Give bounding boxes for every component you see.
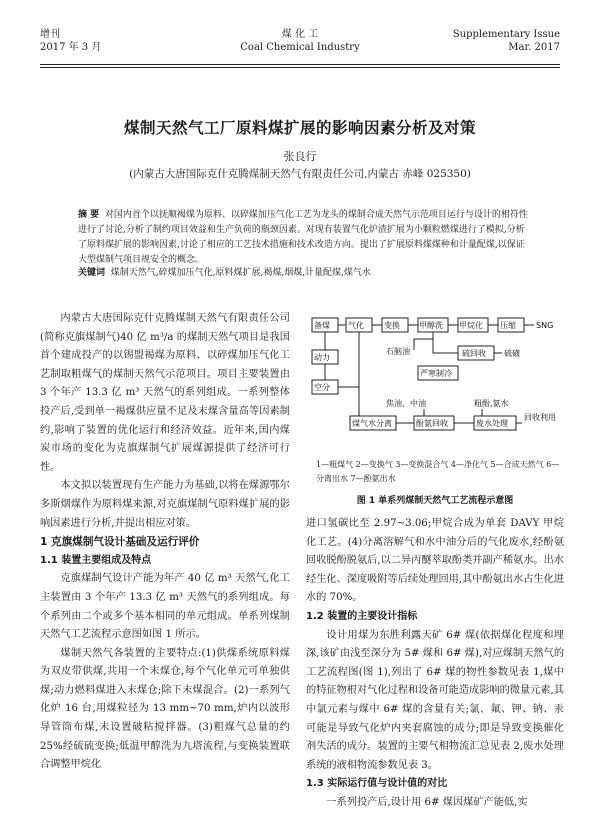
header-date-en: Mar. 2017 [508,42,560,53]
label-sulfur-out: 硫磺 [504,349,520,358]
intro-paragraph-2: 本文拟以装置现有生产能力为基础,以将在煤源鄂尔多斯烟煤作为原料煤来源,对克旗煤制气原料煤扩展的影响因素进行分析,并提出相应对策。 [40,480,290,529]
paragraph-1-1-b: 煤制天然气各装置的主要特点:(1)供煤系统原料煤为双皮带供煤,共用一个末煤仓,每个气化单元可单独供煤;动力燃料煤进入末煤仓;除下末煤混合。(2)一系列气化炉 16 台,用煤粒径为 13 mm~70 mm,炉内以波形导管筒布煤,未设置破粘搅拌器。(3)粗煤气总量的约 25%经硫硫变换;低温甲醇洗为九塔流程,与变换装置联合调整甲烷化 [40,647,290,771]
label-sulfur: 硫回收 [462,349,486,358]
left-column [40,310,290,775]
header-issue-en: Supplementary Issue [452,29,560,40]
label-air-sep: 空分 [314,383,330,392]
label-coal-prep: 备煤 [314,321,330,330]
label-sng: SNG [536,321,554,330]
label-crude-phenol: 粗酚,氨水 [474,399,509,408]
keywords-label: 关键词 [78,268,106,278]
right-column [306,515,564,813]
label-power: 动力 [314,353,330,362]
intro-paragraph-1: 内蒙古大唐国际克什克腾煤制天然气有限责任公司(简称克旗煤制气)40 亿 m³/a 的煤制天然气项目是我国首个建成投产的以锡盟褐煤为原料、以碎煤加压气化工艺制取粗煤气的煤制天然气示范项目。项目主要装置由 3 个年产 13.3 亿 m³ 天然气的系列组成。一系列整体投产后,受到单一褐煤供应量不足及末煤含量高等因素制约,影响了装置的优化运行和经济效益。近年来,国内煤炭市场的变化为克旗煤制气扩展煤源提供了经济可行性。 [40,313,290,473]
section-heading-1: 1 克旗煤制气设计基础及运行评价 [40,536,200,549]
header-date: 2017 年 3 月 [40,42,102,53]
subsection-heading-1-3: 1.3 实际运行值与设计值的对比 [306,778,448,790]
subsection-heading-1-1: 1.1 装置主要组成及特点 [40,554,152,566]
label-gasify: 气化 [348,321,364,330]
header-issue: 增刊 [40,29,60,40]
label-rectisol: 甲醇洗 [419,321,443,330]
label-compress: 压缩 [500,321,516,330]
label-wastewater: 废水处理 [476,419,508,428]
label-gas-water: 煤气水分离 [352,419,392,428]
header-journal-cn: 煤 化 工 [281,29,319,40]
paragraph-1-1-a: 克旗煤制气设计产能为年产 40 亿 m³ 天然气,化工主装置由 3 个年产 13.3 亿 m³ 天然气的系列组成。每个系列由二个或多个基本相同的单元组成。单系列煤制天然气工艺流程示意图如图 1 所示。 [40,573,290,641]
subsection-heading-1-2: 1.2 装置的主要设计指标 [306,610,418,622]
affiliation: (内蒙古大唐国际克什克腾煤制天然气有限责任公司,内蒙古 赤峰 025350) [129,168,471,180]
running-header [40,28,560,68]
label-cold: 严寒制冷 [420,369,452,378]
keywords [78,266,530,280]
paper-title: 煤制天然气工厂原料煤扩展的影响因素分析及对策 [123,119,476,137]
label-reuse: 回收利用 [524,413,556,422]
abstract [78,208,530,268]
label-shift: 变换 [384,321,400,330]
label-methanation: 甲烷化 [459,321,483,330]
label-tar-phenol: 焦油、中油 [386,399,426,408]
figure-legend: 1—粗煤气 2—变换气 3—变换混合气 4—净化气 5—合成天然气 6—分离出水 7—酚氨出水 [316,460,560,483]
paragraph-1-2: 设计用煤为东胜利露天矿 6# 煤(依据煤化程度和埋深,该矿由浅至深分为 5# 煤和 6# 煤),对应煤制天然气的工艺流程图(图 1),列出了 6# 煤的物性参数见表 1,煤中的特征物根对气化过程和设备可能造成影响的微量元素,其中氯元素与煤中 6# 煤的含量有关;氯、氟、钾、钠、汞可能是导致气化炉内夹套腐蚀的成分;即是导致变换催化剂失活的成分。装置的主要气相物流汇总见表 2,废水处理系统的液相物流参数见表 3。 [306,629,564,771]
figure-caption: 图 1 单系列煤制天然气工艺流程示意图 [356,496,514,506]
header-journal-en: Coal Chemical Industry [240,42,360,53]
header-rule-thin [40,67,560,68]
author: 张良行 [283,150,317,163]
label-phenol-ammonia: 酚氨回收 [416,419,448,428]
paragraph-1-1-c: 进口氢碳比至 2.97~3.06;甲烷合成为单套 DAVY 甲烷化工艺。(4)分离溶解气和水中油分后的气化废水,经酚氨回收脱酚脱氨后,以二异丙醚萃取酚类并副产稀氨水。出水经生化、深度吸附等后续处理回用,其中酚氨出水占生化进水的 70%。 [306,518,564,604]
paragraph-1-3: 一系列投产后,设计用 6# 煤因煤矿产能低,实 [326,796,528,808]
header-rule [40,64,560,65]
label-naphtha: 石脑油 [386,347,410,356]
abstract-label: 摘 要 [78,210,100,220]
header-right [453,28,560,54]
abstract-text: 对国内首个以抚顺褐煤为原料、以碎煤加压气化工艺为龙头的煤制合成天然气示范项目运行与设计的相符性进行了讨论,分析了制约项目效益和生产负荷的瓶颈因素。对现有装置气化炉渣扩展为小颗粒燃煤进行了模拟,分析了原料煤扩展的影响因素,讨论了相应的工艺技术措施和技术改造方向。提出了扩展原料煤煤种和计量配煤,以保证大型煤制气项目规安全的概念。 [78,210,528,265]
keywords-text: 煤制天然气,碎煤加压气化,原料煤扩展,褐煤,烟煤,计量配煤,煤气水 [110,268,371,278]
